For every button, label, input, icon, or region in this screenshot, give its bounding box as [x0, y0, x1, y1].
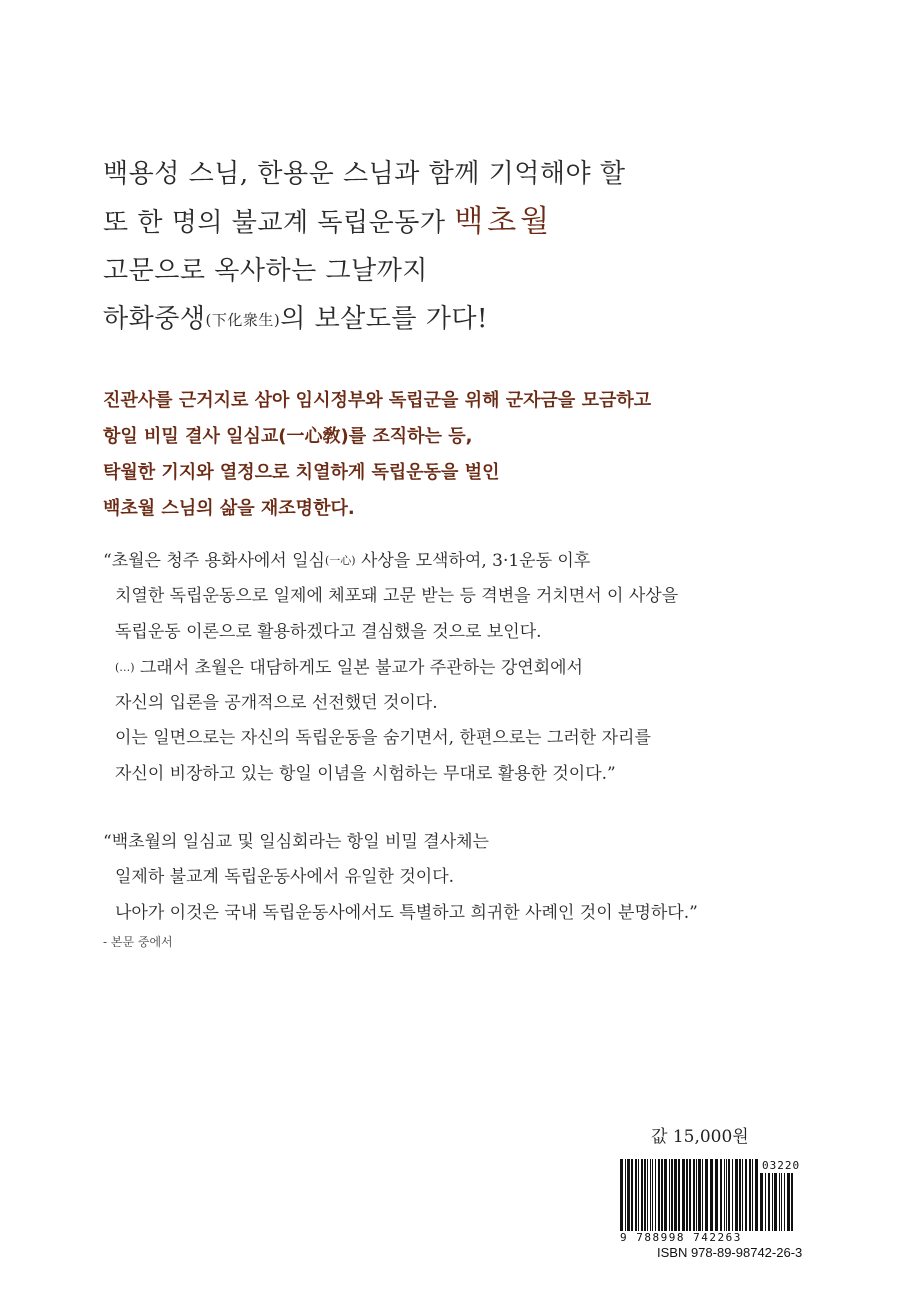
headline-line-1-text: 백용성 스님, 한용운 스님과 함께 기억해야 할: [103, 159, 626, 189]
quote-2-line-1: “백초월의 일심교 및 일심회라는 항일 비밀 결사체는: [103, 832, 489, 852]
barcode-bar: [678, 1159, 680, 1231]
headline-line-2-prefix: 또 한 명의 불교계 독립운동가: [103, 208, 455, 238]
headline-line-1: [103, 150, 823, 198]
barcode-bar: [669, 1159, 670, 1231]
barcode-bar: [760, 1173, 763, 1231]
headline-name-accent: 백초월: [454, 204, 554, 239]
barcode-bar: [689, 1159, 691, 1231]
barcode-bar: [739, 1159, 741, 1231]
quote-2-line-2: 일제하 불교계 독립운동사에서 유일한 것이다.: [115, 867, 455, 888]
barcode-bar: [635, 1159, 637, 1231]
headline-line-4-a: 하화중생: [103, 304, 206, 334]
barcode-bar: [625, 1159, 626, 1231]
barcode-bar: [693, 1159, 695, 1231]
barcode-bar: [752, 1159, 753, 1231]
quote-1-line-3: 독립운동 이론으로 활용하겠다고 결심했을 것으로 보인다.: [115, 621, 542, 642]
barcode-bar: [720, 1159, 722, 1231]
quote-1-line-6: 이는 일면으로는 자신의 독립운동을 숨기면서, 한편으로는 그러한 자리를: [115, 728, 651, 749]
summary-line-4: 백초월 스님의 삶을 재조명한다.: [103, 498, 355, 519]
summary: [103, 383, 823, 527]
quote-1-line-2: 치열한 독립운동으로 일제에 체포돼 고문 받는 등 격변을 거치면서 이 사상을: [115, 586, 679, 607]
barcode-bar: [661, 1159, 663, 1231]
barcode-bar: [652, 1159, 653, 1231]
quote-1-line-5: 자신의 입론을 공개적으로 선전했던 것이다.: [115, 693, 438, 714]
barcode-bar: [774, 1173, 777, 1231]
barcode-bar: [791, 1173, 793, 1231]
barcode-bar: [728, 1159, 730, 1231]
barcode-bar: [710, 1159, 713, 1231]
quote-1-line-4: [103, 650, 823, 686]
headline-line-3: [103, 247, 823, 295]
barcode-bar: [631, 1159, 633, 1231]
barcode-bar: [715, 1159, 718, 1231]
headline-line-2: [103, 198, 823, 247]
barcode-bar: [784, 1173, 785, 1231]
quote-1-line-4-text: 그래서 초월은 대담하게도 일본 불교가 주관하는 강연회에서: [134, 657, 583, 678]
barcode-bar: [638, 1159, 639, 1231]
barcode-bar: [674, 1159, 677, 1231]
barcode-bar: [664, 1159, 667, 1231]
barcode-bar: [779, 1173, 780, 1231]
barcode-bar: [641, 1159, 643, 1231]
quote-1-line-1-a: “초월은 청주 용화사에서 일심: [103, 551, 325, 571]
barcode: [620, 1159, 801, 1259]
headline-line-4-b: 의 보살도를 가다!: [280, 304, 488, 334]
barcode-addon-bars: [760, 1173, 796, 1231]
isbn-text: ISBN 978-89-98742-26-3: [657, 1245, 803, 1260]
headline: [103, 150, 823, 344]
price: 값 15,000원: [651, 1127, 749, 1147]
barcode-bar: [765, 1173, 766, 1231]
barcode-ean-digits: 9 788998 742263: [620, 1231, 742, 1244]
barcode-bar: [627, 1159, 630, 1231]
barcode-bars: [620, 1159, 758, 1231]
barcode-bar: [650, 1159, 651, 1231]
barcode-bar: [781, 1173, 782, 1231]
quote-1-hanja: (一心): [324, 554, 356, 567]
barcode-bar: [702, 1159, 703, 1231]
headline-line-4: [103, 295, 823, 344]
barcode-bar: [726, 1159, 727, 1231]
barcode-bar: [698, 1159, 701, 1231]
quote-2: [103, 825, 823, 931]
barcode-bar: [735, 1159, 738, 1231]
barcode-addon-digits: 03220: [762, 1159, 801, 1172]
barcode-bar: [655, 1159, 656, 1231]
barcode-bar: [671, 1159, 673, 1231]
barcode-bar: [696, 1159, 697, 1231]
headline-hanja: (下化衆生): [205, 311, 281, 329]
quote-1-ellipsis: (…): [115, 660, 135, 674]
summary-line-3: 탁월한 기지와 열정으로 치열하게 독립운동을 벌인: [103, 462, 500, 483]
summary-line-2: 항일 비밀 결사 일심교(一心敎)를 조직하는 등,: [103, 426, 473, 447]
quote-1-line-1: [103, 543, 823, 579]
quote-1-line-1-b: 사상을 모색하여, 3·1운동 이후: [355, 551, 591, 571]
quote-1: [103, 543, 823, 792]
barcode-bar: [772, 1173, 773, 1231]
quote-2-line-3: 나아가 이것은 국내 독립운동사에서도 특별하고 희귀한 사례인 것이 분명하다.”: [115, 902, 698, 923]
barcode-bar: [724, 1159, 725, 1231]
headline-line-3-text: 고문으로 옥사하는 그날까지: [103, 256, 428, 286]
barcode-bar: [682, 1159, 685, 1231]
barcode-bar: [620, 1159, 623, 1231]
barcode-bar: [742, 1159, 743, 1231]
barcode-bar: [705, 1159, 708, 1231]
barcode-bar: [768, 1173, 770, 1231]
barcode-bar: [686, 1159, 688, 1231]
barcode-bar: [787, 1173, 790, 1231]
barcode-bar: [644, 1159, 646, 1231]
quote-1-line-7: 자신이 비장하고 있는 항일 이념을 시험하는 무대로 활용한 것이다.”: [115, 763, 616, 784]
summary-line-1: 진관사를 근거지로 삼아 임시정부와 독립군을 위해 군자금을 모금하고: [103, 390, 652, 411]
barcode-bar: [658, 1159, 660, 1231]
barcode-bar: [732, 1159, 733, 1231]
barcode-bar: [745, 1159, 747, 1231]
barcode-bar: [755, 1159, 758, 1231]
barcode-bar: [647, 1159, 648, 1231]
quote-source: - 본문 중에서: [103, 935, 173, 949]
barcode-bar: [749, 1159, 751, 1231]
